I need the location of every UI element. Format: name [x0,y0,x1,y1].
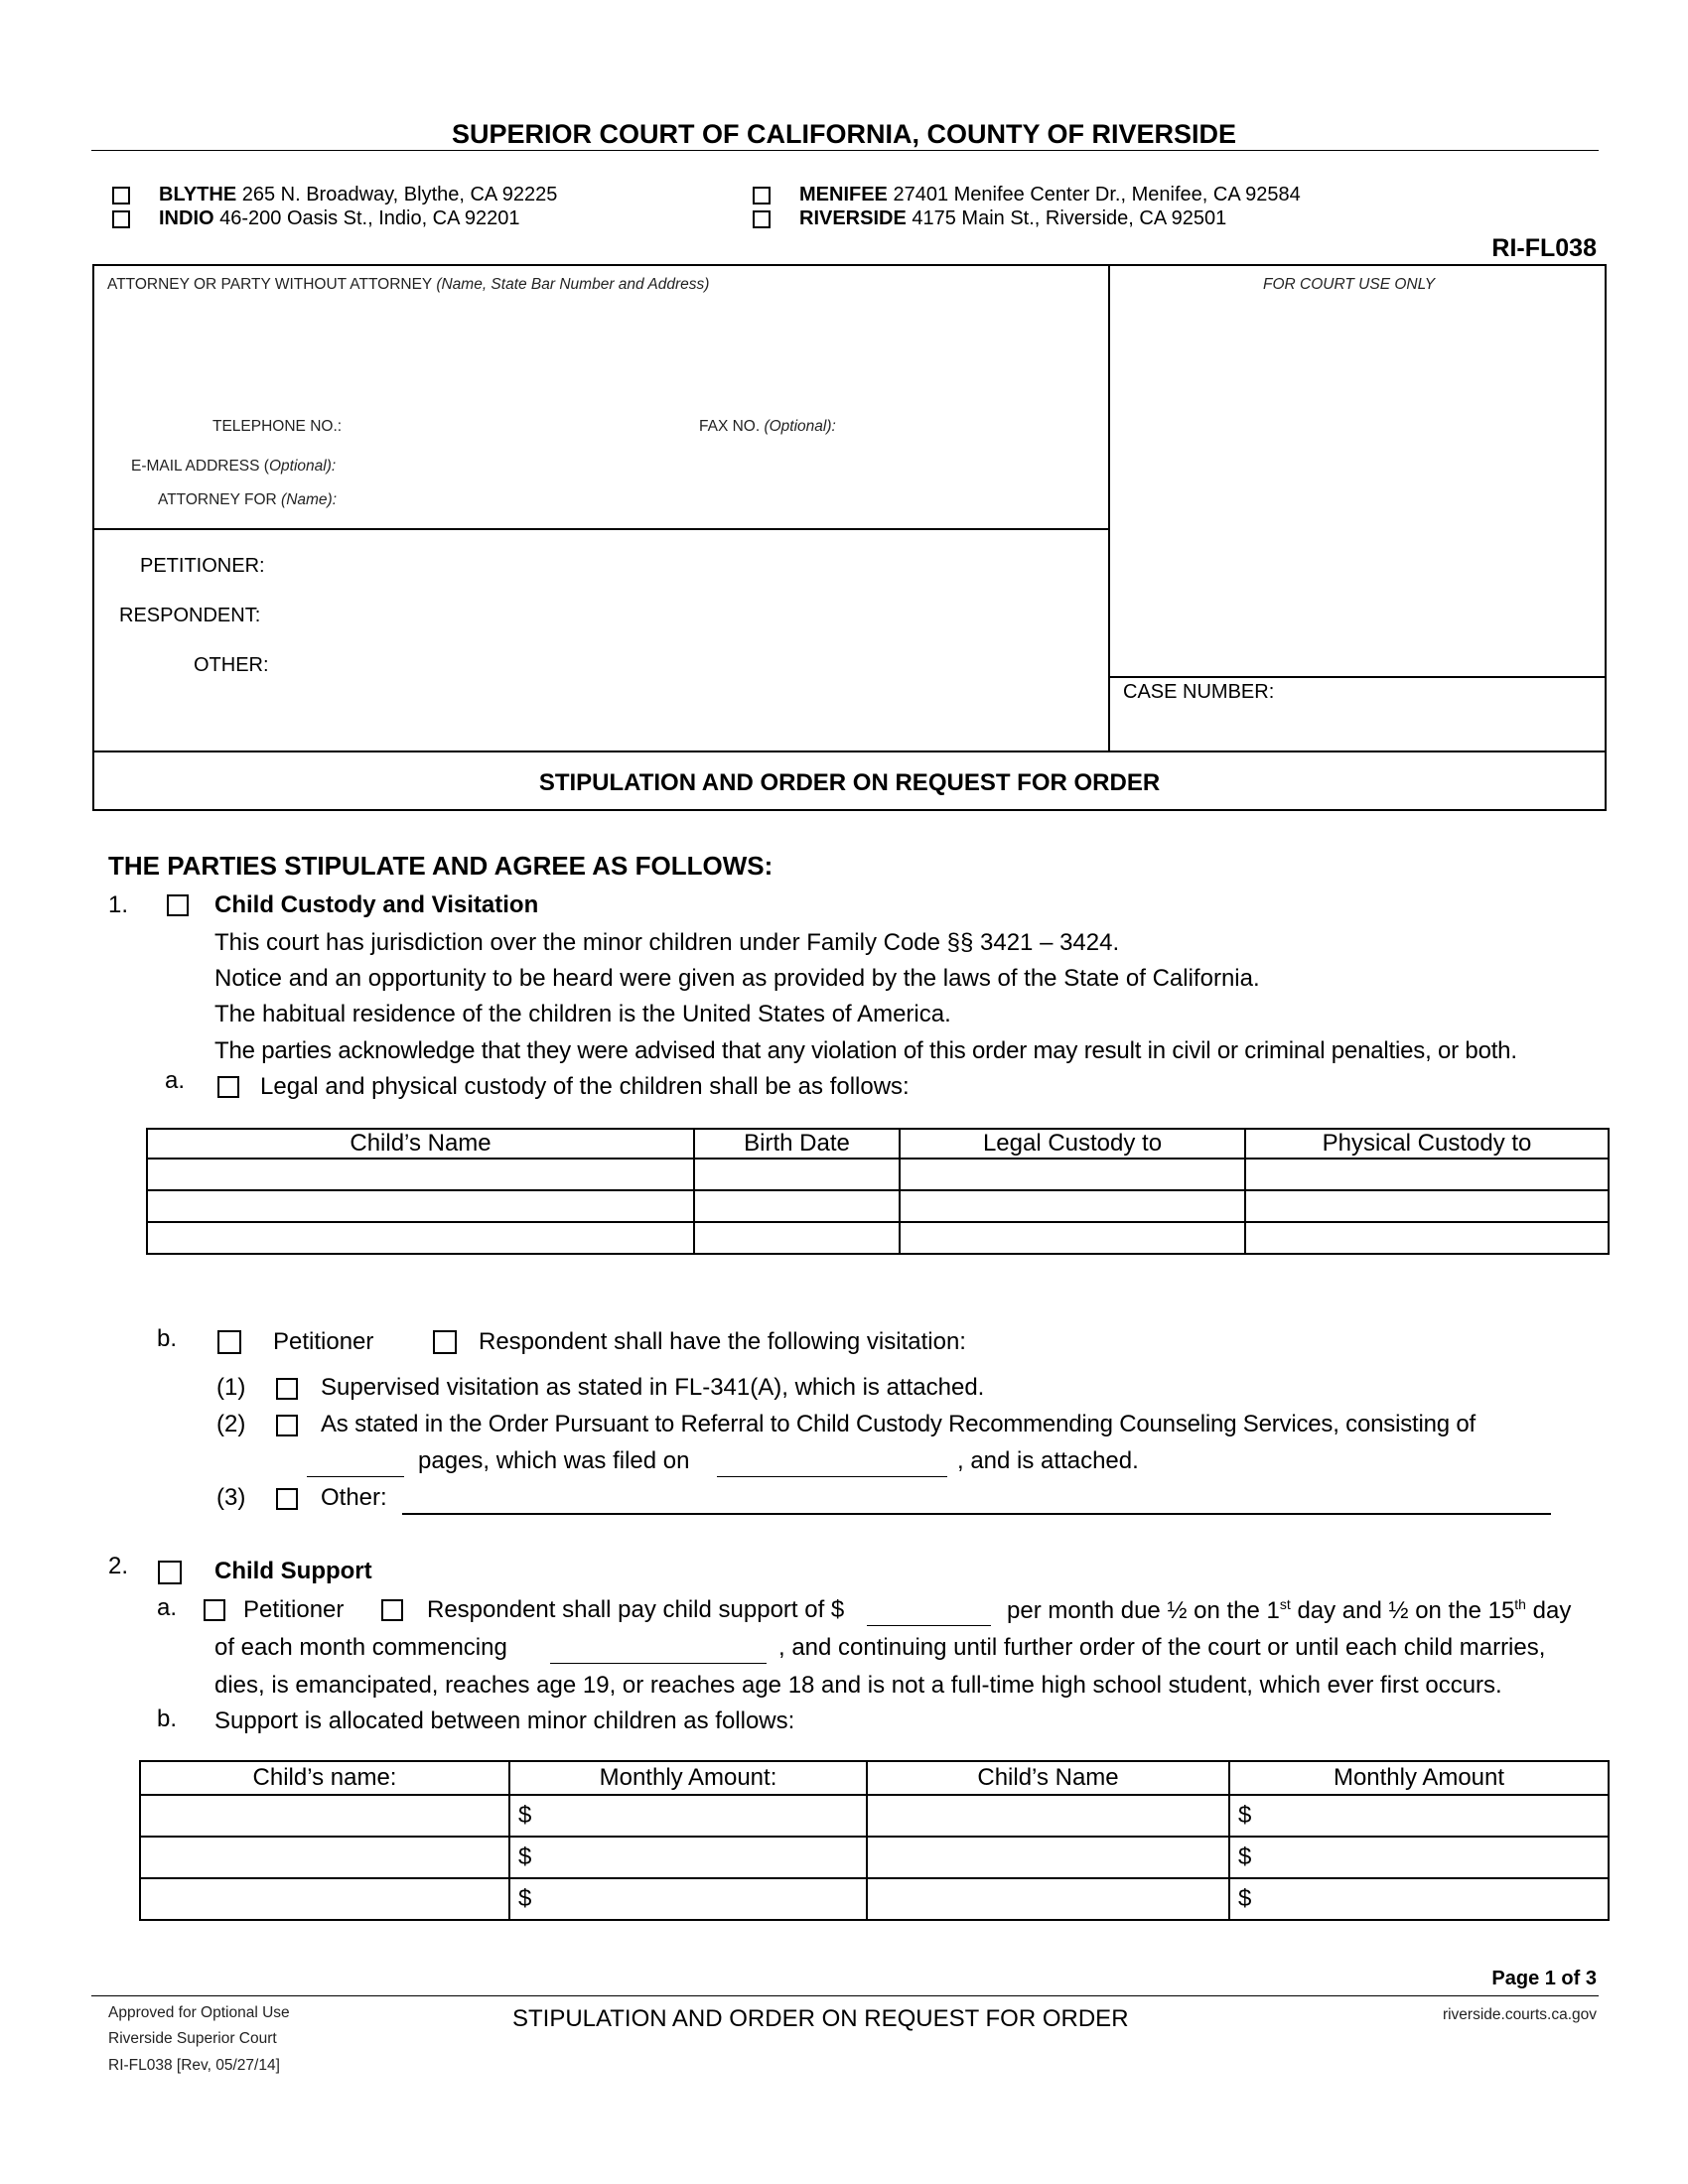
item-b3-number: (3) [216,1484,246,1511]
page-number: Page 1 of 3 [1491,1968,1597,1989]
other-label: OTHER: [194,654,269,676]
location-blythe: BLYTHE 265 N. Broadway, Blythe, CA 92225 [159,184,558,205]
table-row [140,1878,1609,1920]
table-row [147,1190,1609,1222]
title-rule [92,751,1607,752]
dollar-sign: $ [1238,1885,1252,1912]
support-respondent-label: Respondent shall pay child support of $ [427,1596,845,1623]
other-visitation-checkbox[interactable] [276,1488,298,1510]
respondent-label: RESPONDENT: [119,605,261,626]
visitation-respondent-checkbox[interactable] [433,1330,457,1354]
form-id: RI-FL038 [1491,234,1597,262]
case-number-rule [1108,676,1607,678]
table-row [147,1222,1609,1254]
dollar-sign: $ [1238,1843,1252,1870]
visitation-petitioner-label: Petitioner [273,1328,374,1355]
support-header-child-2: Child’s Name [867,1761,1229,1795]
fax-label: FAX NO. (Optional): [699,418,836,435]
support-header-amount-2: Monthly Amount [1229,1761,1609,1795]
footer-revision: RI-FL038 [Rev, 05/27/14] [108,2057,280,2074]
footer-approved: Approved for Optional Use [108,2004,290,2021]
jurisdiction-text: This court has jurisdiction over the minor children under Family Code §§ 3421 – 3424. [214,929,1120,956]
attorney-rule [92,528,1109,530]
location-riverside: RIVERSIDE 4175 Main St., Riverside, CA 92501 [799,207,1227,229]
section-1-title: Child Custody and Visitation [214,891,539,918]
commencing-text: of each month commencing [214,1634,507,1661]
footer-title: STIPULATION AND ORDER ON REQUEST FOR ORDER [512,2005,1129,2032]
notice-text: Notice and an opportunity to be heard were given as provided by the laws of the State of California. [214,965,1260,992]
emancipation-text: dies, is emancipated, reaches age 19, or reaches age 18 and is not a full-time high school student, which ever first occurs. [214,1672,1502,1699]
supervised-visitation-text: Supervised visitation as stated in FL-341(A), which is attached. [321,1374,985,1401]
child-support-checkbox[interactable] [158,1561,182,1584]
legal-physical-custody-checkbox[interactable] [217,1076,239,1098]
support-header-amount-1: Monthly Amount: [509,1761,867,1795]
table-row [140,1795,1609,1837]
footer-court: Riverside Superior Court [108,2030,277,2047]
indio-checkbox[interactable] [112,210,130,228]
email-label: E-MAIL ADDRESS (Optional): [131,458,337,475]
court-use-label: FOR COURT USE ONLY [1263,276,1436,293]
form-title: STIPULATION AND ORDER ON REQUEST FOR ORDER [538,769,1161,796]
support-respondent-checkbox[interactable] [381,1599,403,1621]
court-title: SUPERIOR COURT OF CALIFORNIA, COUNTY OF RIVERSIDE [451,119,1237,149]
item-2a-label: a. [157,1594,178,1621]
caption-box [92,264,1607,811]
location-indio: INDIO 46-200 Oasis St., Indio, CA 92201 [159,207,520,229]
other-visitation-blank[interactable] [402,1513,1551,1515]
custody-header-physical: Physical Custody to [1245,1129,1609,1159]
table-row [147,1159,1609,1190]
attached-text: , and is attached. [957,1447,1139,1474]
stipulation-heading: THE PARTIES STIPULATE AND AGREE AS FOLLOWS: [108,851,774,881]
footer-rule [91,1995,1599,1996]
menifee-checkbox[interactable] [753,187,771,205]
item-2b-label: b. [157,1706,178,1732]
visitation-petitioner-checkbox[interactable] [217,1330,241,1354]
blythe-checkbox[interactable] [112,187,130,205]
dollar-sign: $ [518,1802,532,1829]
case-number-label: CASE NUMBER: [1123,681,1275,703]
table-row [140,1837,1609,1878]
item-b1-number: (1) [216,1374,246,1401]
custody-table [146,1128,1610,1255]
pages-filed-text: pages, which was filed on [418,1447,690,1474]
acknowledge-text: The parties acknowledge that they were advised that any violation of this order may result in civil or criminal penalties, or both. [214,1037,1517,1064]
counseling-order-checkbox[interactable] [276,1415,298,1436]
residence-text: The habitual residence of the children is the United States of America. [214,1001,951,1027]
support-petitioner-checkbox[interactable] [204,1599,225,1621]
item-1a-text: Legal and physical custody of the children shall be as follows: [260,1073,910,1100]
counseling-order-text: As stated in the Order Pursuant to Referral to Child Custody Recommending Counseling Services, consisting of [321,1411,1476,1437]
footer-website[interactable]: riverside.courts.ca.gov [1442,2006,1597,2023]
dollar-sign: $ [518,1885,532,1912]
attorney-for-label: ATTORNEY FOR (Name): [158,491,338,508]
visitation-respondent-label: Respondent shall have the following visitation: [479,1328,966,1355]
attorney-label: ATTORNEY OR PARTY WITHOUT ATTORNEY (Name, State Bar Number and Address) [107,276,710,293]
commencing-date-blank[interactable] [550,1637,767,1664]
pages-blank[interactable] [307,1450,404,1477]
other-visitation-label: Other: [321,1484,387,1511]
location-menifee: MENIFEE 27401 Menifee Center Dr., Menifee, CA 92584 [799,184,1301,205]
section-2-number: 2. [108,1553,129,1579]
custody-header-legal: Legal Custody to [900,1129,1245,1159]
support-due-text: per month due ½ on the 1st day and ½ on the 15th day [1007,1596,1572,1624]
support-table [139,1760,1610,1921]
section-1-number: 1. [108,891,129,918]
support-petitioner-label: Petitioner [243,1596,345,1623]
dollar-sign: $ [518,1843,532,1870]
riverside-checkbox[interactable] [753,210,771,228]
custody-header-name: Child’s Name [147,1129,694,1159]
dollar-sign: $ [1238,1802,1252,1829]
section-2-title: Child Support [214,1558,372,1584]
telephone-label: TELEPHONE NO.: [212,418,343,435]
item-1b-label: b. [157,1325,178,1352]
petitioner-label: PETITIONER: [140,555,265,577]
header-rule [91,150,1599,151]
item-1a-label: a. [165,1067,186,1094]
support-amount-blank[interactable] [867,1599,991,1626]
supervised-visitation-checkbox[interactable] [276,1378,298,1400]
custody-header-birth: Birth Date [694,1129,900,1159]
filed-date-blank[interactable] [717,1450,947,1477]
item-b2-number: (2) [216,1411,246,1437]
item-2b-text: Support is allocated between minor children as follows: [214,1707,795,1734]
support-header-child-1: Child’s name: [140,1761,509,1795]
continuing-text: , and continuing until further order of the court or until each child marries, [778,1634,1546,1661]
custody-visitation-checkbox[interactable] [167,894,189,916]
